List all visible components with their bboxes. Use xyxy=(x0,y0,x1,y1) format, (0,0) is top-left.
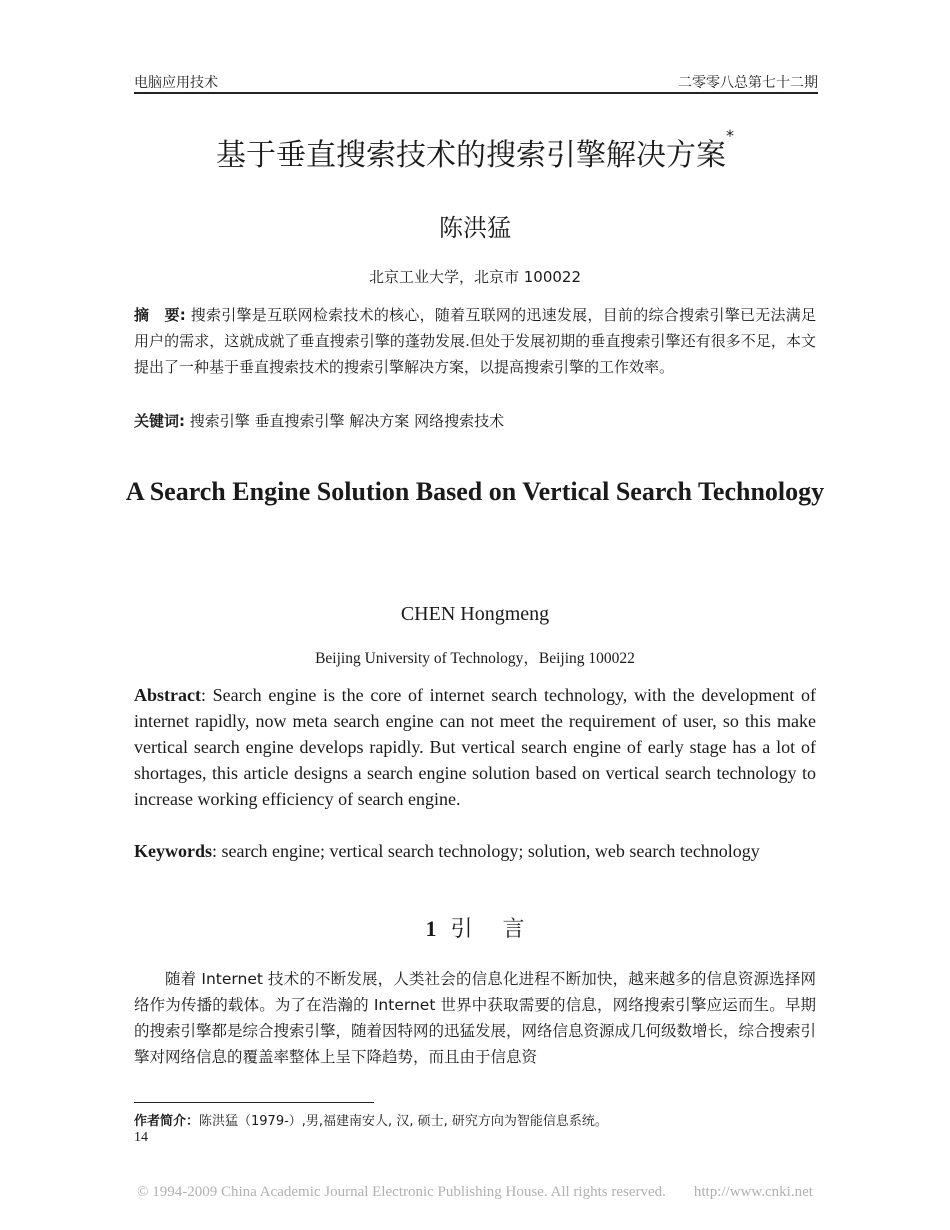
section-heading xyxy=(0,912,950,943)
english-keywords-text: : search engine; vertical search technology; solution, web search technology xyxy=(212,841,760,861)
chinese-keywords-label: 关键词: xyxy=(134,412,185,430)
journal-name: 电脑应用技术 xyxy=(134,75,218,91)
chinese-keywords xyxy=(134,408,816,434)
issue-label: 二零零八总第七十二期 xyxy=(678,75,818,91)
english-abstract xyxy=(134,682,816,812)
english-keywords-label: Keywords xyxy=(134,841,212,861)
chinese-title xyxy=(0,126,950,174)
chinese-abstract-label: 摘 要: xyxy=(134,306,186,324)
chinese-title-text: 基于垂直搜索技术的搜索引擎解决方案 xyxy=(216,138,726,173)
title-footnote-mark: * xyxy=(726,126,734,145)
header-rule xyxy=(134,92,818,94)
footnote-rule xyxy=(134,1102,374,1103)
footnote-label: 作者简介： xyxy=(134,1114,200,1129)
body-paragraph: 随着 Internet 技术的不断发展，人类社会的信息化进程不断加快，越来越多的信息资源选择网络作为传播的载体。为了在浩瀚的 Internet 世界中获取需要的信息，网络搜索引擎应运而生。早期的搜索引擎都是综合搜索引擎，随着因特网的迅猛发展，网络信息资源成几何级数增长，综合搜索引擎对网络信息的覆盖率整体上呈下降趋势，而且由于信息资 xyxy=(134,970,817,1066)
chinese-affiliation: 北京工业大学，北京市 100022 xyxy=(368,268,582,286)
chinese-abstract-text: 搜索引擎是互联网检索技术的核心，随着互联网的迅速发展，目前的综合搜索引擎已无法满足用户的需求，这就成就了垂直搜索引擎的蓬勃发展.但处于发展初期的垂直搜索引擎还有很多不足，本文提出了一种基于垂直搜索技术的搜索引擎解决方案，以提高搜索引擎的工作效率。 xyxy=(134,306,816,376)
english-affiliation: Beijing University of Technology，Beijing 100022 xyxy=(315,650,635,667)
chinese-author: 陈洪猛 xyxy=(439,214,511,242)
english-keywords xyxy=(134,838,816,864)
chinese-keywords-text: 搜索引擎 垂直搜索引擎 解决方案 网络搜索技术 xyxy=(185,412,505,430)
copyright-text: © 1994-2009 China Academic Journal Electronic Publishing House. All rights reserved. xyxy=(137,1184,666,1200)
english-abstract-label: Abstract xyxy=(134,685,201,705)
english-title: A Search Engine Solution Based on Vertical Search Technology xyxy=(125,477,825,506)
page-number: 14 xyxy=(134,1130,148,1145)
footnote-text: 陈洪猛（1979-）,男,福建南安人, 汉, 硕士, 研究方向为智能信息系统。 xyxy=(199,1114,608,1129)
copyright-notice xyxy=(0,1184,950,1201)
cnki-link[interactable]: http://www.cnki.net xyxy=(693,1184,813,1200)
section-title: 引言 xyxy=(450,917,555,942)
chinese-abstract xyxy=(134,302,816,380)
english-author: CHEN Hongmeng xyxy=(400,603,550,625)
section-number: 1 xyxy=(425,916,437,941)
english-abstract-text: : Search engine is the core of internet search technology, with the development of internet rapidly, now meta search engine can not meet the requirement of user, so this make vertical search engine develops rapidly. But vertical search engine of early stage has a lot of shortages, this article designs a search engine solution based on vertical search technology to increase working efficiency of search engine. xyxy=(134,685,816,809)
author-footnote xyxy=(134,1110,816,1129)
